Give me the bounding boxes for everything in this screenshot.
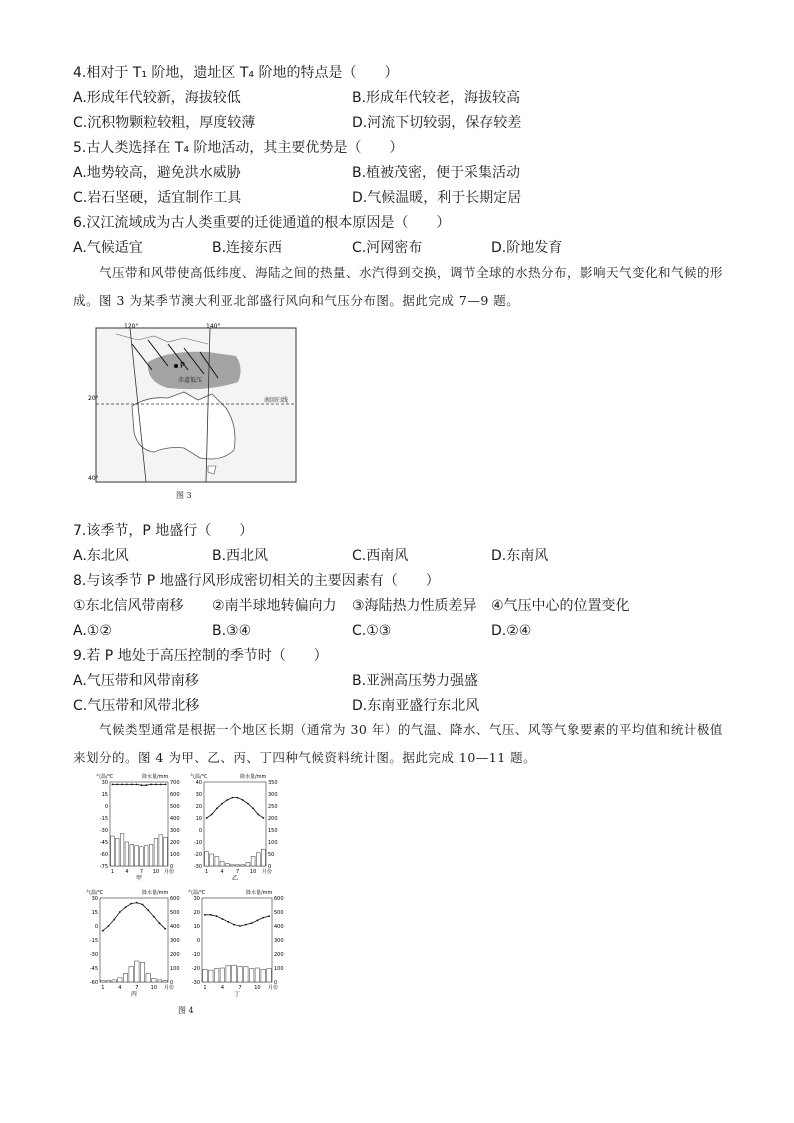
temp-tick-label: -10: [191, 952, 200, 958]
q8-option-c[interactable]: C.①③: [352, 623, 392, 639]
month-tick-label: 4: [125, 869, 129, 875]
temp-tick-label: 40: [195, 780, 202, 786]
temp-point: [102, 930, 104, 932]
temp-tick-label: 10: [193, 924, 200, 930]
q6-option-c[interactable]: C.河网密布: [352, 240, 423, 256]
precip-bar: [255, 968, 260, 982]
q9-option-b[interactable]: B.亚洲高压势力强盛: [352, 673, 479, 689]
precip-tick-label: 600: [170, 896, 180, 902]
temp-point: [257, 814, 259, 816]
precip-bar: [246, 862, 250, 866]
precip-bar: [154, 838, 158, 866]
precip-bar: [129, 967, 133, 982]
temp-point: [222, 918, 224, 920]
month-tick-label: 1: [101, 985, 105, 991]
precip-axis-label: 降水量/mm: [142, 774, 169, 780]
temp-tick-label: 0: [94, 924, 98, 930]
temp-point: [145, 784, 147, 786]
precip-tick-label: 250: [268, 804, 278, 810]
q8-item-3: ③海陆热力性质差异: [352, 598, 477, 614]
temp-tick-label: 15: [91, 910, 98, 916]
month-tick-label: 1: [203, 985, 207, 991]
precip-tick-label: 400: [274, 924, 284, 930]
precip-bar: [125, 842, 129, 866]
temp-tick-label: -30: [99, 828, 108, 834]
q4-option-b[interactable]: B.形成年代较老，海拔较高: [352, 90, 521, 106]
month-tick-label: 10: [254, 985, 261, 991]
precip-tick-label: 150: [268, 828, 278, 834]
precip-bar: [238, 967, 243, 982]
temp-tick-label: -75: [99, 864, 108, 870]
precip-bar: [135, 961, 139, 982]
temp-point: [216, 808, 218, 810]
precip-tick-label: 350: [268, 780, 278, 786]
temp-point: [233, 924, 235, 926]
precip-bar: [111, 836, 115, 866]
precip-bar: [215, 856, 219, 866]
precip-tick-label: 0: [170, 864, 174, 870]
temp-point: [159, 922, 161, 924]
temp-point: [164, 928, 166, 930]
precip-bar: [261, 969, 266, 982]
q9-option-d[interactable]: D.东南亚盛行东北风: [352, 698, 480, 714]
precip-tick-label: 300: [274, 938, 284, 944]
precip-bar: [230, 865, 234, 866]
month-tick-label: 1: [204, 869, 209, 875]
precip-tick-label: 0: [268, 864, 272, 870]
precip-axis-label: 降水量/mm: [240, 774, 267, 780]
precip-tick-label: 600: [274, 896, 284, 902]
precip-bar: [251, 856, 255, 866]
q4-stem: 4.相对于 T₁ 阶地，遗址区 T₄ 阶地的特点是（ ）: [73, 65, 399, 81]
temp-line: [112, 784, 165, 785]
precip-bar: [120, 834, 124, 866]
q4-option-c[interactable]: C.沉积物颗粒较粗，厚度较薄: [73, 115, 256, 131]
month-axis-label: 月份: [268, 985, 279, 991]
precip-tick-label: 300: [268, 792, 278, 798]
q7-option-c[interactable]: C.西南风: [352, 548, 409, 564]
precip-bar: [261, 849, 265, 866]
q8-item-4: ④气压中心的位置变化: [491, 598, 630, 614]
month-tick-label: 1: [110, 869, 115, 875]
q9-option-a[interactable]: A.气压带和风带南移: [73, 673, 199, 689]
temp-point: [204, 914, 206, 916]
precip-bar: [144, 846, 148, 866]
temp-point: [131, 784, 133, 786]
temp-tick-label: -15: [89, 938, 98, 944]
chart-name-label: 甲: [135, 875, 143, 882]
temp-point: [237, 797, 239, 799]
pressure-label: 赤道低压: [178, 377, 203, 384]
temp-point: [136, 784, 138, 786]
month-tick-label: 7: [238, 985, 242, 991]
q8-option-b[interactable]: B.③④: [212, 623, 252, 639]
precip-bar: [164, 837, 168, 866]
q8-item-2: ②南半球地转偏向力: [212, 598, 337, 614]
temp-tick-label: -15: [99, 816, 108, 822]
temp-line: [103, 903, 165, 931]
q4-option-a[interactable]: A.形成年代较新，海拔较低: [73, 90, 241, 106]
temp-axis-label: 气温/℃: [188, 890, 206, 896]
q9-stem: 9.若 P 地处于高压控制的季节时（ ）: [73, 648, 328, 664]
temp-point: [165, 784, 167, 786]
q7-stem: 7.该季节，P 地盛行（ ）: [73, 523, 254, 539]
q5-option-b[interactable]: B.植被茂密，便于采集活动: [352, 165, 521, 181]
temp-point: [147, 909, 149, 911]
q6-option-a[interactable]: A.气候适宜: [73, 240, 143, 256]
lat-label-40: 40°: [88, 475, 99, 482]
temp-tick-label: 20: [195, 804, 202, 810]
figure-3-caption: 图 3: [176, 491, 192, 500]
point-p-marker: [174, 364, 178, 368]
temp-point: [263, 817, 265, 819]
temp-point: [221, 803, 223, 805]
q8-item-1: ①东北信风带南移: [73, 598, 184, 614]
precip-tick-label: 700: [170, 780, 180, 786]
temp-point: [206, 817, 208, 819]
temp-tick-label: -60: [99, 852, 108, 858]
temp-tick-label: -10: [193, 840, 202, 846]
precip-bar: [135, 846, 139, 866]
precip-tick-label: 200: [170, 840, 180, 846]
month-axis-label: 月份: [164, 869, 175, 875]
temp-point: [239, 925, 241, 927]
chart-name-label: 丁: [233, 991, 241, 998]
temp-point: [116, 784, 118, 786]
q5-option-a[interactable]: A.地势较高，避免洪水威胁: [73, 165, 241, 181]
temp-point: [141, 784, 143, 786]
precip-bar: [203, 969, 208, 982]
month-tick-label: 4: [220, 869, 224, 875]
precip-tick-label: 0: [170, 980, 174, 986]
precip-bar: [163, 981, 167, 982]
precip-tick-label: 100: [170, 966, 180, 972]
precip-bar: [146, 974, 150, 982]
q6-option-b[interactable]: B.连接东西: [212, 240, 283, 256]
intro-paragraph-10-11: 气候类型通常是根据一个地区长期（通常为 30 年）的气温、降水、气压、风等气象要素的平均值和统计极值来划分的。图 4 为甲、乙、丙、丁四种气候资料统计图。据此完成 10—11 题。: [73, 722, 723, 765]
precip-bar: [241, 865, 245, 866]
q8-option-a[interactable]: A.①②: [73, 623, 112, 639]
temp-tick-label: -30: [191, 980, 200, 986]
temp-point: [142, 904, 144, 906]
precip-bar: [115, 838, 119, 866]
q7-option-b[interactable]: B.西北风: [212, 548, 269, 564]
precip-bar: [243, 967, 248, 982]
precip-bar: [226, 965, 231, 982]
temp-point: [242, 799, 244, 801]
precip-bar: [130, 844, 134, 866]
month-axis-label: 月份: [262, 869, 273, 875]
temp-line: [207, 798, 264, 818]
q5-option-d[interactable]: D.气候温暖，利于长期定居: [352, 190, 522, 206]
month-tick-label: 4: [118, 985, 122, 991]
temp-point: [211, 814, 213, 816]
temp-point: [251, 922, 253, 924]
q6-stem: 6.汉江流域成为古人类重要的迁徙通道的根本原因是（ ）: [73, 215, 451, 231]
temp-point: [108, 925, 110, 927]
precip-bar: [140, 962, 144, 982]
temp-tick-label: -45: [99, 840, 108, 846]
month-tick-label: 7: [235, 869, 240, 875]
precip-bar: [232, 965, 237, 982]
temp-tick-label: 15: [101, 792, 108, 798]
precip-bar: [159, 835, 163, 866]
precip-bar: [118, 978, 122, 982]
temp-point: [160, 784, 162, 786]
precip-bar: [214, 969, 219, 982]
month-tick-label: 10: [150, 985, 158, 991]
temp-axis-label: 气温/℃: [190, 774, 208, 780]
temp-point: [210, 914, 212, 916]
precip-bar: [106, 981, 110, 982]
figure-4-caption: 图 4: [178, 1006, 194, 1015]
precip-axis-label: 降水量/mm: [142, 890, 169, 896]
temp-tick-label: 30: [195, 792, 202, 798]
temp-point: [125, 906, 127, 908]
precip-tick-label: 100: [274, 966, 284, 972]
temp-point: [257, 920, 259, 922]
precip-bar: [123, 974, 127, 982]
precip-axis-label: 降水量/mm: [246, 890, 273, 896]
temp-tick-label: -20: [191, 966, 200, 972]
precip-bar: [220, 861, 224, 866]
precip-tick-label: 600: [170, 792, 180, 798]
temp-point: [113, 919, 115, 921]
precip-bar: [149, 844, 153, 866]
temp-tick-label: -30: [193, 864, 202, 870]
temp-tick-label: -20: [193, 852, 202, 858]
month-tick-label: 4: [220, 985, 225, 991]
precip-bar: [249, 969, 254, 982]
precip-tick-label: 500: [274, 910, 284, 916]
lon-label-140: 140°: [206, 323, 221, 330]
temp-axis-label: 气温/℃: [86, 890, 104, 896]
intro-paragraph-7-9: 气压带和风带使高低纬度、海陆之间的热量、水汽得到交换，调节全球的水热分布，影响天气变化和气候的形成。图 3 为某季节澳大利亚北部盛行风向和气压分布图。据此完成 7—9 题。: [73, 265, 724, 308]
chart-frame: [100, 898, 168, 982]
precip-tick-label: 300: [170, 938, 180, 944]
precip-bar: [220, 968, 225, 982]
precip-tick-label: 500: [170, 910, 180, 916]
month-tick-label: 7: [139, 869, 144, 875]
temp-axis-label: 气温/℃: [96, 774, 114, 780]
tropic-label: 南回归线: [264, 397, 289, 404]
temp-point: [262, 917, 264, 919]
temp-point: [245, 924, 247, 926]
precip-bar: [267, 969, 272, 982]
q4-option-d[interactable]: D.河流下切较弱，保存较差: [352, 115, 522, 131]
temp-point: [121, 784, 123, 786]
q6-option-d[interactable]: D.阶地发育: [491, 240, 563, 256]
temp-tick-label: 0: [198, 828, 202, 834]
temp-point: [119, 911, 121, 913]
precip-tick-label: 100: [170, 852, 180, 858]
precip-tick-label: 200: [268, 816, 278, 822]
q5-option-c[interactable]: C.岩石坚硬，适宜制作工具: [73, 190, 242, 206]
month-tick-label: 10: [249, 869, 257, 875]
map-figure-3: [88, 322, 308, 490]
chart-name-label: 乙: [231, 875, 239, 882]
month-axis-label: 月份: [164, 985, 175, 991]
temp-tick-label: 30: [193, 896, 200, 902]
q5-stem: 5.古人类选择在 T₄ 阶地活动，其主要优势是（ ）: [73, 140, 404, 156]
lon-label-120: 120°: [124, 323, 139, 330]
q7-option-a[interactable]: A.东北风: [73, 548, 129, 564]
temp-point: [216, 915, 218, 917]
precip-tick-label: 400: [170, 816, 180, 822]
temp-point: [232, 797, 234, 799]
q9-option-c[interactable]: C.气压带和风带北移: [73, 698, 200, 714]
temp-point: [112, 784, 114, 786]
precip-bar: [208, 970, 213, 982]
temp-point: [252, 808, 254, 810]
temp-point: [136, 902, 138, 904]
precip-tick-label: 300: [170, 828, 180, 834]
q8-stem: 8.与该季节 P 地盛行风形成密切相关的主要因素有（ ）: [73, 573, 440, 589]
precip-bar: [112, 980, 116, 982]
temp-point: [227, 921, 229, 923]
temp-tick-label: -60: [89, 980, 98, 986]
temp-point: [226, 799, 228, 801]
precip-tick-label: 200: [170, 952, 180, 958]
temp-tick-label: 0: [104, 804, 108, 810]
temp-point: [153, 916, 155, 918]
precip-tick-label: 500: [170, 804, 180, 810]
temp-line: [205, 915, 269, 926]
temp-point: [247, 803, 249, 805]
climate-charts-figure-4: [82, 770, 312, 1010]
precip-tick-label: 400: [170, 924, 180, 930]
temp-point: [126, 784, 128, 786]
temp-point: [130, 903, 132, 905]
month-tick-label: 7: [135, 985, 139, 991]
temp-point: [268, 915, 270, 917]
chart-name-label: 丙: [130, 991, 138, 998]
precip-tick-label: 0: [274, 980, 278, 986]
month-tick-label: 10: [152, 869, 160, 875]
point-p-label: P: [180, 361, 185, 370]
temp-tick-label: -30: [89, 952, 98, 958]
precip-bar: [256, 853, 260, 866]
temp-point: [155, 784, 157, 786]
precip-bar: [152, 979, 156, 983]
precip-bar: [157, 980, 161, 982]
temp-tick-label: 30: [91, 896, 98, 902]
q8-option-d[interactable]: D.②④: [491, 623, 532, 639]
precip-bar: [140, 847, 144, 866]
precip-bar: [236, 865, 240, 866]
temp-tick-label: -45: [89, 966, 98, 972]
precip-tick-label: 100: [268, 840, 278, 846]
q7-option-d[interactable]: D.东南风: [491, 548, 549, 564]
precip-tick-label: 200: [274, 952, 284, 958]
precip-bar: [205, 852, 209, 866]
temp-tick-label: 10: [195, 816, 202, 822]
precip-bar: [225, 864, 229, 866]
temp-tick-label: 20: [193, 910, 200, 916]
precip-bar: [210, 854, 214, 866]
precip-bar: [101, 981, 105, 982]
lat-label-20: 20°: [88, 395, 99, 402]
temp-tick-label: 30: [101, 780, 108, 786]
precip-tick-label: 50: [268, 852, 275, 858]
temp-point: [150, 784, 152, 786]
temp-tick-label: 0: [196, 938, 200, 944]
